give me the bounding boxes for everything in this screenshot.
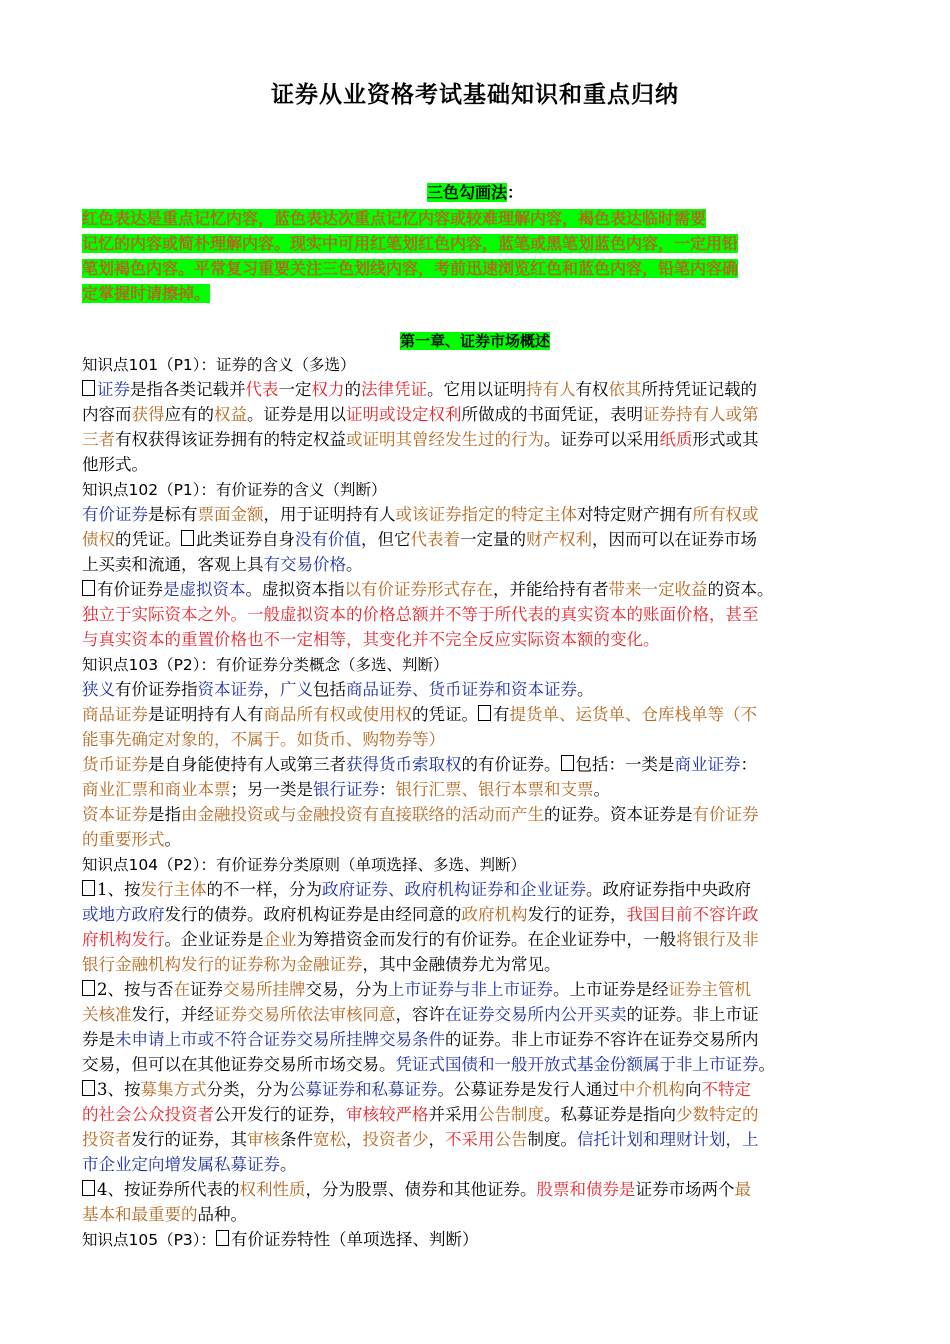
text-segment: 。 [280, 1155, 297, 1174]
text-segment: 2、按与否 [97, 980, 174, 999]
method-line [82, 280, 870, 305]
text-segment: 。上市证券是经 [553, 980, 669, 999]
knowledge-point-heading: 知识点101（P1）：证券的含义（多选） [82, 356, 356, 374]
text-segment: 我国目前不容许政 [626, 905, 759, 924]
text-segment: 的不一样，分为 [206, 880, 322, 899]
text-segment: 审核 [247, 1130, 280, 1149]
text-segment: 。企业证券是 [164, 930, 264, 949]
method-line-text: 记忆的内容或简朴理解内容。现实中可用红笔划红色内容，蓝笔或黑笔划蓝色内容，一定用铅 [82, 234, 739, 253]
text-segment: 法律凭证 [361, 380, 427, 399]
text-segment: 应有的 [164, 405, 214, 424]
method-line [82, 205, 870, 230]
text-segment: 发行的债券。政府机构证券是由经同意的 [164, 905, 462, 924]
text-segment: 品种。 [197, 1205, 247, 1224]
text-segment: 有权 [575, 380, 609, 399]
knowledge-point-heading: 知识点105（P3）： [82, 1231, 217, 1249]
text-segment: 的社会公众投资者 [82, 1105, 214, 1124]
text-segment: 公开发行的证券， [214, 1105, 346, 1124]
content-line [82, 1127, 872, 1152]
text-segment: 。 [577, 680, 594, 699]
text-segment: 中介机构 [619, 1080, 685, 1099]
checkbox-icon [478, 705, 491, 721]
text-segment: 对特定财产拥有 [577, 505, 693, 524]
text-segment: 的证券。资本证券是 [544, 805, 693, 824]
text-segment: 发行的证券，其 [131, 1130, 247, 1149]
text-segment: 财产权利 [526, 530, 592, 549]
text-segment: 有价证券 [82, 505, 148, 524]
text-segment: 广义 [280, 680, 313, 699]
content-line [82, 1002, 872, 1027]
text-segment: 股票和债券是 [536, 1180, 636, 1199]
content-line [82, 352, 872, 377]
content-line [82, 977, 872, 1002]
text-segment: 宽松 [313, 1130, 346, 1149]
content-line [82, 427, 872, 452]
text-segment: 投资者 [82, 1130, 132, 1149]
chapter-content [82, 352, 872, 1252]
text-segment: 有价证券指 [115, 680, 198, 699]
text-segment: 府机构发行 [82, 930, 165, 949]
text-segment: 是指 [148, 805, 181, 824]
text-segment: 代表着 [410, 530, 460, 549]
method-heading-colon: ： [507, 183, 524, 202]
text-segment: ， [263, 680, 280, 699]
text-segment: 最 [734, 1180, 751, 1199]
text-segment: 政府证券、政府机构证券和企业证券 [322, 880, 586, 899]
text-segment: 是虚拟资本 [163, 580, 246, 599]
chapter-heading [0, 330, 950, 351]
text-segment: ， [428, 1130, 445, 1149]
method-line [82, 230, 870, 255]
text-segment: 证券市场两个 [635, 1180, 735, 1199]
text-segment: 有价证券 [692, 805, 759, 824]
text-segment: 商品证券 [82, 705, 148, 724]
text-segment: 权力 [311, 380, 345, 399]
text-segment: 的证券。非上市证 [626, 1005, 759, 1024]
text-segment: 是证明持有人有 [148, 705, 264, 724]
text-segment: 资本证券 [197, 680, 264, 699]
content-line [82, 1052, 872, 1077]
text-segment: 一定 [278, 380, 312, 399]
text-segment: 证券持有人或第 [643, 405, 759, 424]
text-segment: 交易，但可以在其他证券交易所市场交易。 [82, 1055, 396, 1074]
text-segment: 少数特定的 [676, 1105, 759, 1124]
method-line-text: 红色表达是重点记忆内容，蓝色表达次重点记忆内容或较难理解内容，褐色表达临时需要 [82, 209, 707, 228]
text-segment: 由金融投资或与金融投资有直接联络的活动而产生 [181, 805, 544, 824]
text-segment: 所做成的书面凭证，表明 [461, 405, 643, 424]
text-segment: 的重要形式 [82, 830, 165, 849]
text-segment: 券是 [82, 1030, 115, 1049]
method-line-text: 定掌握时请擦掉。 [82, 284, 211, 303]
checkbox-icon [82, 980, 95, 996]
text-segment: ： [740, 755, 757, 774]
text-segment: 的有价证券。 [461, 755, 561, 774]
text-segment: 。虚拟资本指 [245, 580, 345, 599]
text-segment: 独立于实际资本之外。一般虚拟资本的价格总额并不等于所代表的真实资本的账面价格，甚至 [82, 605, 759, 624]
knowledge-point-heading: 知识点103（P2）：有价证券分类概念（多选、判断） [82, 656, 449, 674]
content-line [82, 677, 872, 702]
content-line [82, 927, 872, 952]
content-line [82, 802, 872, 827]
content-line [82, 1227, 872, 1252]
text-segment: 政府机构 [461, 905, 528, 924]
text-segment: 基本和最重要的 [82, 1205, 198, 1224]
text-segment: 与真实资本的重置价格也不一定相等，其变化并不完全反应实际资本额的变化。 [82, 630, 660, 649]
text-segment: 获得货币索取权 [346, 755, 462, 774]
text-segment: 提货单、运货单、仓库栈单等（不 [509, 705, 757, 724]
text-segment: 信托计划和理财计划，上 [577, 1130, 759, 1149]
content-line [82, 477, 872, 502]
text-segment: 上市证券与非上市证券 [388, 980, 553, 999]
checkbox-icon [216, 1230, 229, 1246]
text-segment: 能事先确定对象的，不属于。如货币、购物券等） [82, 730, 445, 749]
text-segment: 将银行及非 [676, 930, 759, 949]
text-segment: ， [346, 1130, 363, 1149]
content-line [82, 527, 872, 552]
text-segment: 或证明其曾经发生过的行为 [346, 430, 544, 449]
text-segment: ；另一类是 [230, 780, 313, 799]
text-segment: 公募证券和私募证券 [289, 1080, 438, 1099]
content-line [82, 452, 872, 477]
text-segment: 证明或设定权利 [346, 405, 462, 424]
checkbox-icon [82, 580, 95, 596]
text-segment: 所持凭证记载的 [641, 380, 757, 399]
text-segment: 的资本。 [707, 580, 774, 599]
text-segment: 纸质 [659, 430, 693, 449]
text-segment: 的凭证。 [412, 705, 478, 724]
text-segment: 有 [493, 705, 510, 724]
content-line [82, 552, 872, 577]
text-segment: 是自身能使持有人或第三者 [148, 755, 346, 774]
text-segment: 公告制度 [478, 1105, 544, 1124]
checkbox-icon [82, 880, 95, 896]
text-segment: 资本证券 [82, 805, 148, 824]
text-segment: 不采用 [445, 1130, 495, 1149]
text-segment: 所有权或 [692, 505, 759, 524]
text-segment: 条件 [280, 1130, 313, 1149]
text-segment: 不特定 [701, 1080, 751, 1099]
text-segment: ，但它 [361, 530, 411, 549]
text-segment: 商业汇票和商业本票 [82, 780, 231, 799]
text-segment: 。 [346, 555, 363, 574]
content-line [82, 377, 872, 402]
text-segment: 商品证券、货币证券和资本证券 [346, 680, 577, 699]
text-segment: 上买卖和流通，客观上具 [82, 555, 264, 574]
text-segment: 。政府证券指中央政府 [586, 880, 751, 899]
checkbox-icon [82, 1080, 95, 1096]
content-line [82, 702, 872, 727]
text-segment: 发行主体 [140, 880, 207, 899]
text-segment: 。证券是用以 [247, 405, 346, 424]
content-line [82, 502, 872, 527]
text-segment: 。 [593, 780, 610, 799]
text-segment: 带来一定收益 [608, 580, 708, 599]
content-line [82, 602, 872, 627]
text-segment: 权利性质 [239, 1180, 306, 1199]
text-segment: 并采用 [428, 1105, 478, 1124]
text-segment: 是标有 [148, 505, 198, 524]
text-segment: 在 [173, 980, 190, 999]
text-segment: ，用于证明持有人 [263, 505, 396, 524]
text-segment: 商业证券 [674, 755, 741, 774]
chapter-heading-text: 第一章、证券市场概述 [399, 332, 550, 350]
content-line [82, 1152, 872, 1177]
content-line [82, 877, 872, 902]
text-segment: 商品所有权或使用权 [263, 705, 412, 724]
method-description [82, 205, 870, 305]
text-segment: 。它用以证明 [427, 380, 526, 399]
text-segment: 他形式。 [82, 455, 148, 474]
checkbox-icon [181, 530, 194, 546]
text-segment: 发行，并经 [131, 1005, 214, 1024]
text-segment: 以有价证券形式存在 [344, 580, 493, 599]
text-segment: 1、按 [97, 880, 141, 899]
text-segment: 审核较严格 [346, 1105, 429, 1124]
text-segment: 包括：一类是 [575, 755, 675, 774]
content-line [82, 827, 872, 852]
checkbox-icon [82, 1180, 95, 1196]
text-segment: 证券 [97, 380, 130, 399]
text-segment: 内容而 [82, 405, 132, 424]
content-line [82, 402, 872, 427]
text-segment: 。公募证券是发行人通过 [437, 1080, 619, 1099]
content-line [82, 1077, 872, 1102]
content-line [82, 727, 872, 752]
text-segment: 为筹措资金而发行的有价证券。在企业证券中，一般 [296, 930, 676, 949]
text-segment: 或该证券指定的特定主体 [395, 505, 577, 524]
text-segment: 持有人 [526, 380, 576, 399]
text-segment: 有价证券 [97, 580, 163, 599]
knowledge-point-heading: 知识点102（P1）：有价证券的含义（判断） [82, 481, 387, 499]
text-segment: 银行证券 [313, 780, 379, 799]
text-segment: 。 [758, 1055, 775, 1074]
text-segment: 在证券交易所内公开买卖 [445, 1005, 627, 1024]
text-segment: 形式或其 [692, 430, 759, 449]
text-segment: ，其中金融债券尤为常见。 [362, 955, 561, 974]
content-line [82, 1027, 872, 1052]
text-segment: 银行金融机构发行的证券称为金融证券 [82, 955, 363, 974]
content-line [82, 652, 872, 677]
text-segment: 权益 [214, 405, 247, 424]
content-line [82, 777, 872, 802]
content-line [82, 852, 872, 877]
text-segment: 包括 [313, 680, 346, 699]
knowledge-point-heading: 知识点104（P2）：有价证券分类原则（单项选择、多选、判断） [82, 856, 527, 874]
text-segment: 公告 [494, 1130, 528, 1149]
text-segment: 关核准 [82, 1005, 132, 1024]
text-segment: 交易所挂牌 [223, 980, 306, 999]
content-line [82, 627, 872, 652]
text-segment: 债权 [82, 530, 115, 549]
text-segment: 依其 [608, 380, 642, 399]
text-segment: 3、按 [97, 1080, 141, 1099]
text-segment: 。 [164, 830, 181, 849]
text-segment: 有交易价格 [263, 555, 346, 574]
text-segment: 是指各类记载并 [130, 380, 246, 399]
text-segment: 票面金额 [197, 505, 264, 524]
content-line [82, 1102, 872, 1127]
text-segment: 制度。 [527, 1130, 577, 1149]
text-segment: 货币证券 [82, 755, 148, 774]
text-segment: ，并能给持有者 [493, 580, 609, 599]
text-segment: ，容许 [395, 1005, 445, 1024]
text-segment: 或地方政府 [82, 905, 165, 924]
content-line [82, 752, 872, 777]
text-segment: 企业 [263, 930, 297, 949]
text-segment: 的 [344, 380, 361, 399]
text-segment: 。私募证券是指向 [544, 1105, 676, 1124]
text-segment: ，分为股票、债券和其他证券。 [305, 1180, 537, 1199]
method-line [82, 255, 870, 280]
text-segment: ，因而可以在证券市场 [592, 530, 757, 549]
content-line [82, 902, 872, 927]
text-segment: 有价证券特性（单项选择、判断） [231, 1230, 479, 1249]
text-segment: 证券主管机 [668, 980, 751, 999]
content-line [82, 1202, 872, 1227]
text-segment: 的证券。非上市证券不容许在证券交易所内 [445, 1030, 759, 1049]
text-segment: 证券交易所依法审核同意 [214, 1005, 396, 1024]
checkbox-icon [561, 755, 574, 771]
text-segment: 交易，分为 [305, 980, 388, 999]
text-segment: 一定量的 [460, 530, 526, 549]
text-segment: 的凭证。 [115, 530, 181, 549]
content-line [82, 952, 872, 977]
text-segment: 狭义 [82, 680, 115, 699]
text-segment: 发行的证券， [527, 905, 627, 924]
text-segment: 此类证券自身 [196, 530, 295, 549]
text-segment: ： [379, 780, 396, 799]
text-segment: 分类，分为 [206, 1080, 289, 1099]
text-segment: 获得 [131, 405, 165, 424]
text-segment: 市企业定向增发属私募证券 [82, 1155, 280, 1174]
content-line [82, 577, 872, 602]
text-segment: 三者 [82, 430, 115, 449]
checkbox-icon [82, 380, 95, 396]
text-segment: 投资者少 [362, 1130, 429, 1149]
text-segment: 向 [685, 1080, 702, 1099]
text-segment: 没有价值 [295, 530, 361, 549]
text-segment: 凭证式国债和一般开放式基金份额属于非上市证券 [395, 1055, 759, 1074]
text-segment: 有权获得该证券拥有的特定权益 [115, 430, 346, 449]
method-line-text: 笔划褐色内容。平常复习重要关注三色划线内容，考前迅速浏览红色和蓝色内容，铅笔内容确 [82, 259, 739, 278]
document-title: 证券从业资格考试基础知识和重点归纳 [271, 82, 679, 108]
text-segment: 募集方式 [140, 1080, 207, 1099]
text-segment: 4、按证券所代表的 [97, 1180, 240, 1199]
text-segment: 代表 [245, 380, 279, 399]
text-segment: 未申请上市或不符合证券交易所挂牌交易条件 [115, 1030, 445, 1049]
text-segment: 证券 [190, 980, 223, 999]
text-segment: 。证券可以采用 [544, 430, 660, 449]
method-heading-text: 三色勾画法 [426, 183, 507, 202]
text-segment: 银行汇票、银行本票和支票 [395, 780, 594, 799]
method-heading [0, 180, 950, 203]
content-line [82, 1177, 872, 1202]
